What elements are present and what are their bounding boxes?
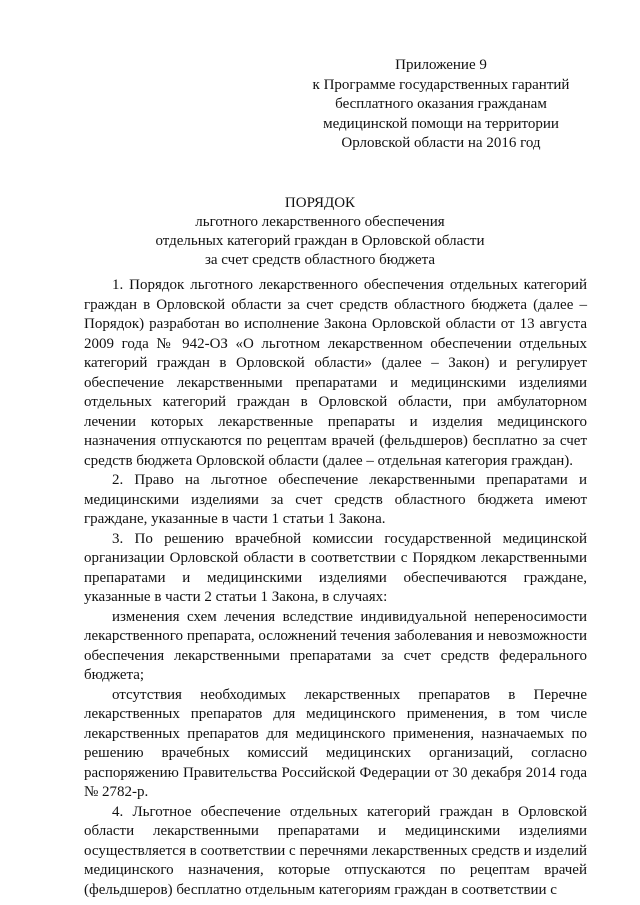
document-subtitle-line: льготного лекарственного обеспечения [195, 214, 445, 230]
appendix-line: Приложение 9 [395, 57, 487, 73]
appendix-line: к Программе государственных гарантий [312, 76, 570, 93]
document-title: ПОРЯДОК [284, 195, 356, 211]
paragraph-1: 1. Порядок льготного лекарственного обеспечения отдельных категорий граждан в Орловской области за счет средств областного бюджета (далее – Порядок) разработан во исполнение Закона Орловской области от 13 августа 2009 года № 942-ОЗ «О льготном лекарственном обеспечении отдельных категорий граждан в Орловской области» (далее – Закон) и регулирует обеспечение лекарственными препаратами и медицинскими изделиями отдельных категорий граждан в Орловской области, при амбулаторном лечении которых лекарственные препараты и изделия медицинского назначения отпускаются по рецептам врачей (фельдшеров) бесплатно за счет средств бюджета Орловской области (далее – отдельная категория граждан). [84, 277, 587, 469]
document-body [84, 276, 587, 900]
paragraph-4: 4. Льготное обеспечение отдельных категорий граждан в Орловской области лекарственными препаратами и медицинскими изделиями осуществляется в соответствии с перечнями лекарственных средств и изделий медицинского назначения, которые отпускаются по рецептам врачей (фельдшеров) бесплатно отдельным категориям граждан в соответствии с [84, 803, 587, 898]
document-subtitle-line: за счет средств областного бюджета [204, 252, 436, 268]
paragraph-3-case-2: отсутствия необходимых лекарственных препаратов в Перечне лекарственных препаратов для медицинского применения, в том числе лекарственных препаратов для медицинского применения, назначаемых по решению врачебных комиссий медицинских организаций, согласно распоряжению Правительства Российской Федерации от 30 декабря 2014 года № 2782-р. [84, 686, 587, 800]
paragraph-3: 3. По решению врачебной комиссии государственной медицинской организации Орловской области в соответствии с Порядком лекарственными препаратами и медицинскими изделиями обеспечиваются граждане, указанные в части 2 статьи 1 Закона, в случаях: [84, 530, 587, 605]
document-subtitle-line: отдельных категорий граждан в Орловской области [155, 233, 485, 249]
paragraph-3-case-1: изменения схем лечения вследствие индивидуальной непереносимости лекарственного препарата, осложнений течения заболевания и невозможности обеспечения лекарственными препаратами за счет средств федерального бюджета; [84, 608, 587, 683]
appendix-block [296, 56, 586, 154]
document-heading [100, 194, 540, 270]
appendix-line: бесплатного оказания гражданам [335, 96, 547, 112]
appendix-line: Орловской области на 2016 год [341, 135, 541, 151]
appendix-line: медицинской помощи на территории [323, 115, 559, 132]
paragraph-2: 2. Право на льготное обеспечение лекарственными препаратами и медицинскими изделиями за счет средств областного бюджета имеют граждане, указанные в части 1 статьи 1 Закона. [84, 472, 587, 527]
